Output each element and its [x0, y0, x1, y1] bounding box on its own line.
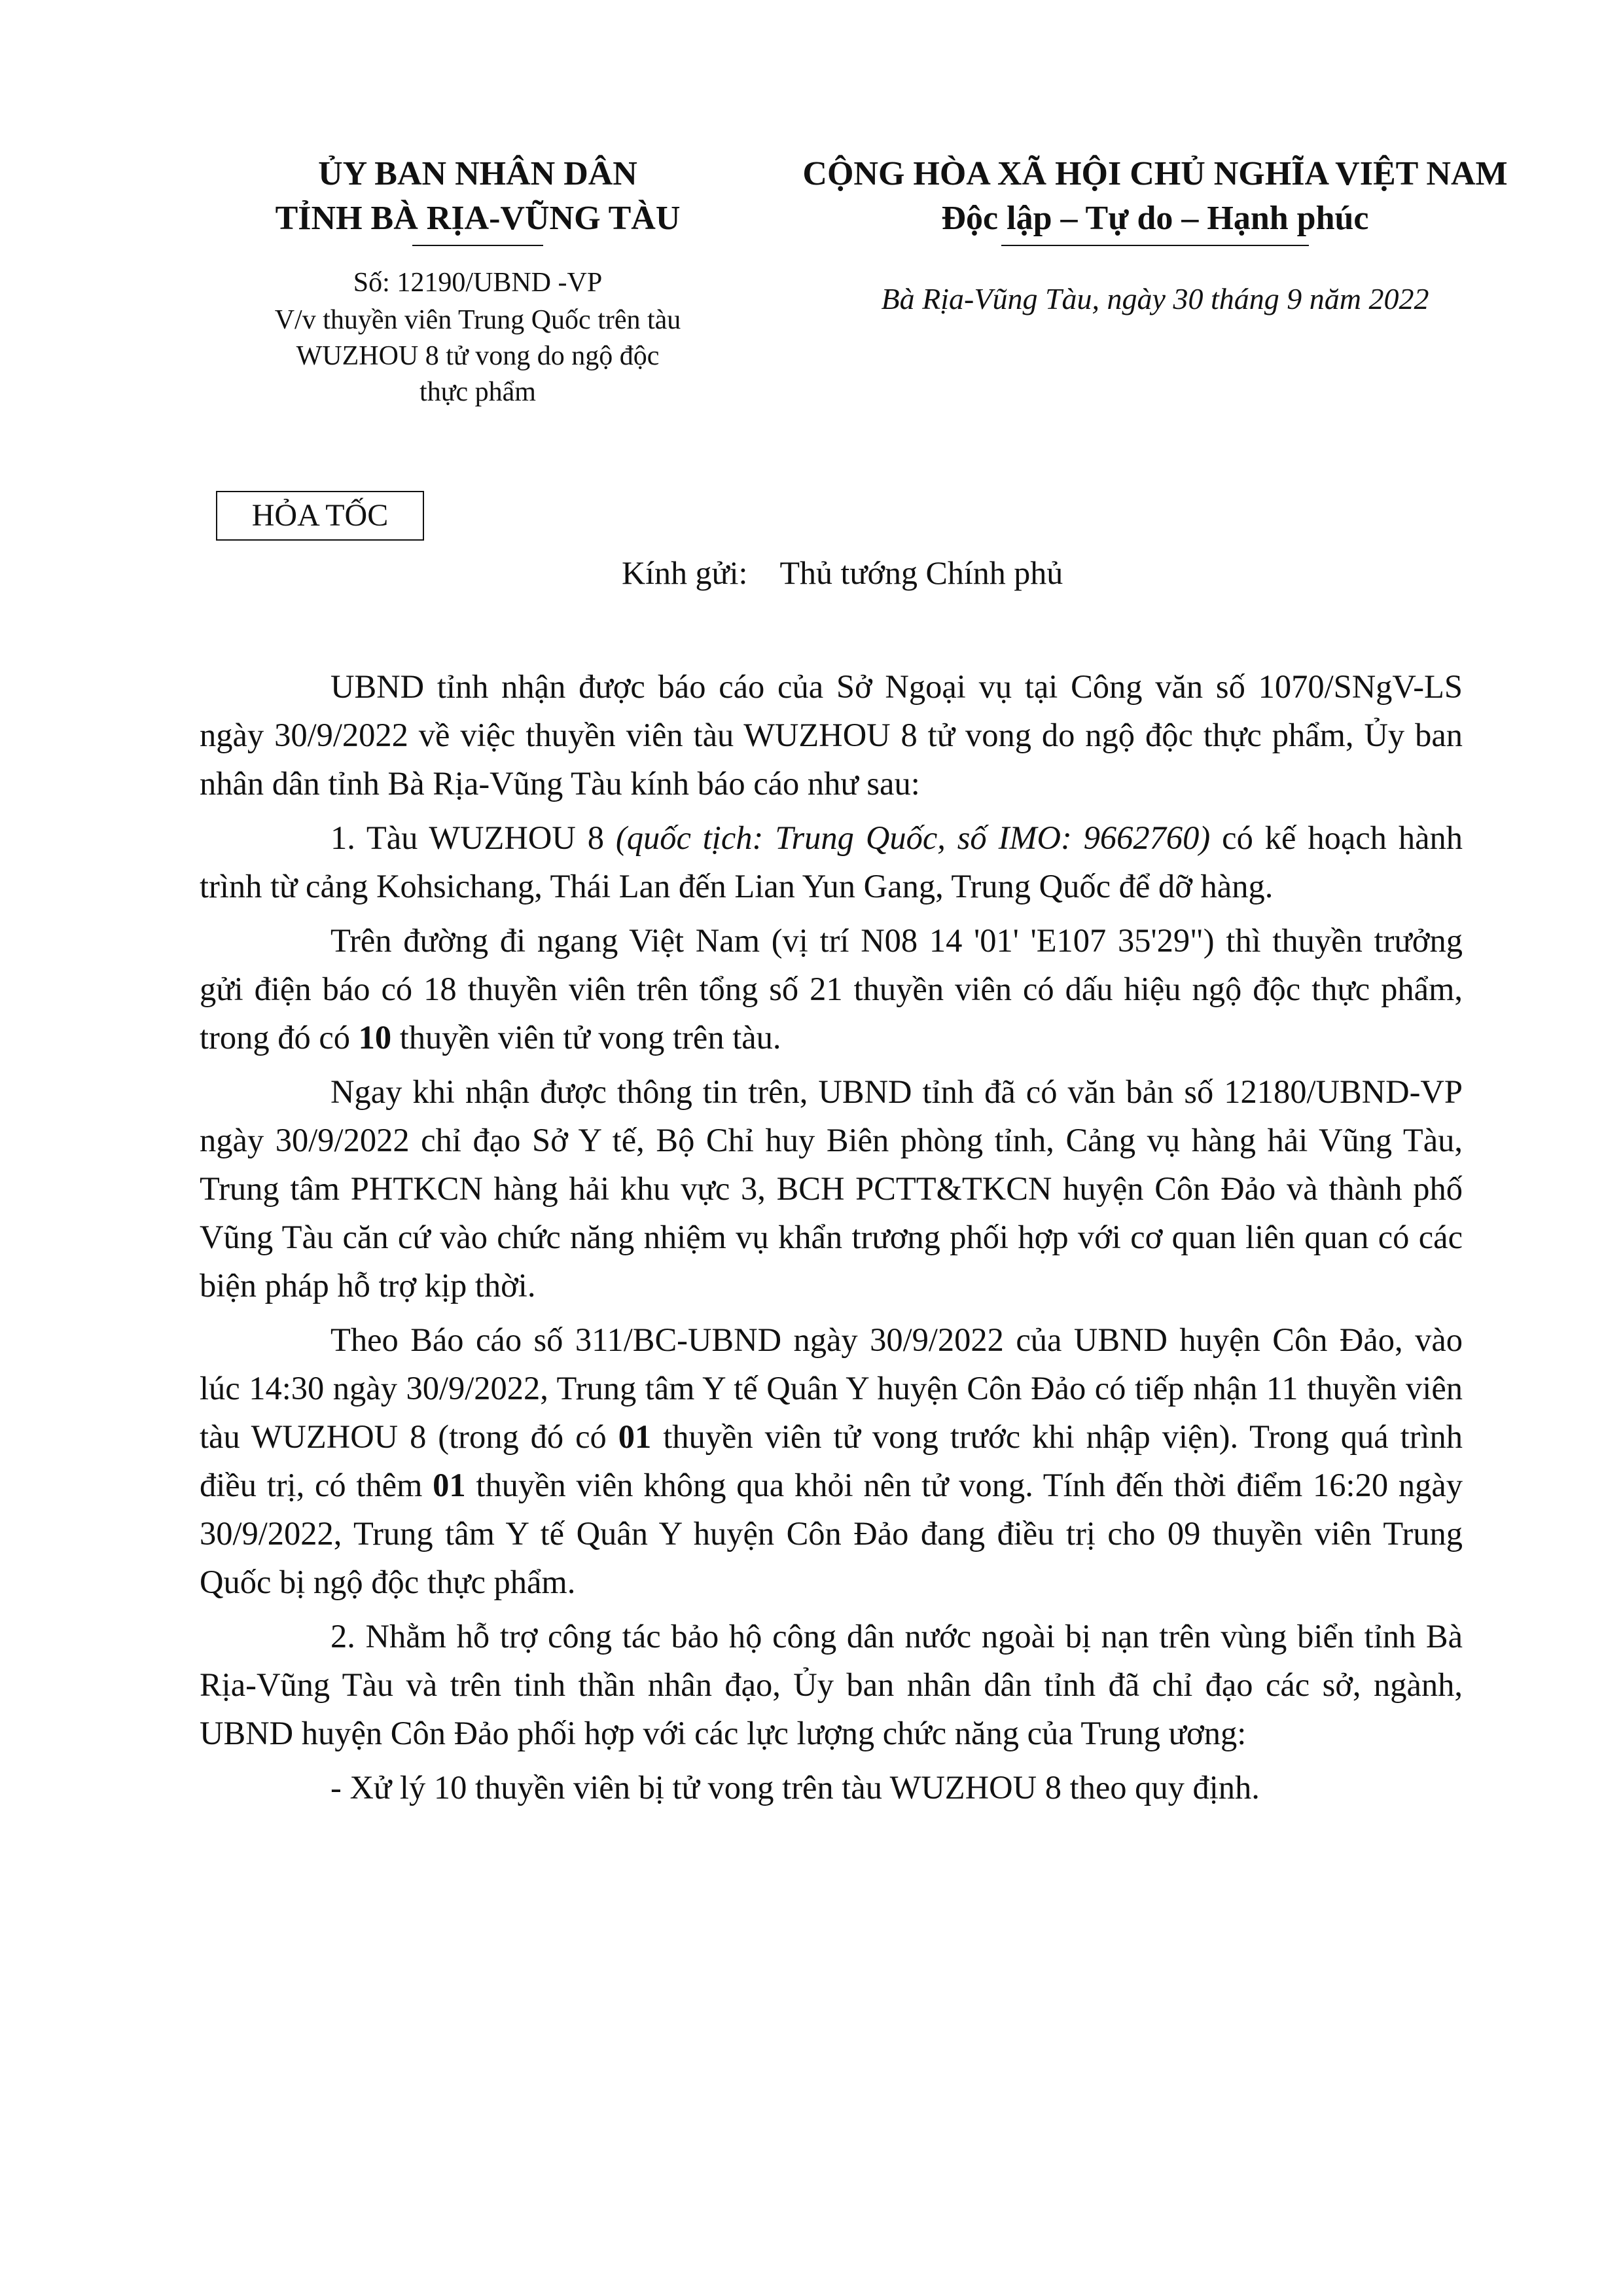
- agency-name-line2: TỈNH BÀ RỊA-VŨNG TÀU: [275, 200, 681, 237]
- subject-line-3: thực phẩm: [419, 377, 536, 407]
- item1-text-b: có kế hoạch hành trình từ cảng Kohsichang, Thái Lan đến Lian Yun Gang, Trung Quốc để dỡ hàng.: [200, 819, 1463, 905]
- paragraph-route: [200, 916, 1463, 1062]
- route-text-a: Trên đường đi ngang Việt Nam (vị trí N08 14 '01' 'E107 35'29") thì thuyền trưởng gửi điện báo có 18 thuyền viên trên tổng số 21 thuyền viên có dấu hiệu ngộ độc thực phẩm, trong đó có: [200, 922, 1463, 1056]
- subject-line-1: V/v thuyền viên Trung Quốc trên tàu: [274, 305, 681, 335]
- paragraph-directive: Ngay khi nhận được thông tin trên, UBND tỉnh đã có văn bản số 12180/UBND-VP ngày 30/9/2022 chỉ đạo Sở Y tế, Bộ Chỉ huy Biên phòng tỉnh, Cảng vụ hàng hải Vũng Tàu, Trung tâm PHTKCN hàng hải khu vực 3, BCH PCTT&TKCN huyện Côn Đảo và thành phố Vũng Tàu căn cứ vào chức năng nhiệm vụ khẩn trương phối hợp với cơ quan liên quan có các biện pháp hỗ trợ kịp thời.: [200, 1073, 1463, 1304]
- report-text-a: Theo Báo cáo số 311/BC-UBND ngày 30/9/2022 của UBND huyện Côn Đảo, vào lúc 14:30 ngày 30/9/2022, Trung tâm Y tế Quân Y huyện Côn Đảo có tiếp nhận 11 thuyền viên tàu WUZHOU 8 (trong đó có: [200, 1321, 1463, 1455]
- agency-name-line1: ỦY BAN NHÂN DÂN: [318, 155, 637, 192]
- paragraph-item-2: 2. Nhằm hỗ trợ công tác bảo hộ công dân nước ngoài bị nạn trên vùng biển tỉnh Bà Rịa-Vũng Tàu và trên tinh thần nhân đạo, Ủy ban nhân dân tỉnh đã chỉ đạo các sở, ngành, UBND huyện Côn Đảo phối hợp với các lực lượng chức năng của Trung ương:: [200, 1618, 1463, 1751]
- item1-text-a: 1. Tàu WUZHOU 8: [330, 819, 616, 856]
- paragraph-intro: UBND tỉnh nhận được báo cáo của Sở Ngoại vụ tại Công văn số 1070/SNgV-LS ngày 30/9/2022 về việc thuyền viên tàu WUZHOU 8 tử vong do ngộ độc thực phẩm, Ủy ban nhân dân tỉnh Bà Rịa-Vũng Tàu kính báo cáo như sau:: [200, 668, 1463, 802]
- recipient-label: Kính gửi:: [622, 554, 748, 591]
- paragraph-bullet-1: - Xử lý 10 thuyền viên bị tử vong trên tàu WUZHOU 8 theo quy định.: [330, 1769, 1260, 1806]
- report-text-c: thuyền viên không qua khỏi nên tử vong. Tính đến thời điểm 16:20 ngày 30/9/2022, Trung tâm Y tế Quân Y huyện Côn Đảo đang điều trị cho 09 thuyền viên Trung Quốc bị ngộ độc thực phẩm.: [200, 1467, 1463, 1600]
- motto: Độc lập – Tự do – Hạnh phúc: [941, 200, 1369, 237]
- route-text-b: thuyền viên tử vong trên tàu.: [391, 1019, 781, 1056]
- motto-underline: [1001, 245, 1309, 246]
- issuing-agency: [200, 152, 756, 246]
- document-number: Số: 12190/UBND -VP: [353, 268, 603, 298]
- nation-title: CỘNG HÒA XÃ HỘI CHỦ NGHĨA VIỆT NAM: [802, 155, 1508, 192]
- report-count-2: 01: [433, 1467, 466, 1503]
- recipient-line: [622, 553, 1063, 592]
- recipient-name: Thủ tướng Chính phủ: [779, 554, 1063, 591]
- subject-line-2: WUZHOU 8 tử vong do ngộ độc: [296, 341, 660, 371]
- national-motto: [772, 152, 1538, 246]
- paragraph-item-1: [200, 814, 1463, 910]
- report-text-b: thuyền viên tử vong trước khi nhập viện). Trong quá trình điều trị, có thêm: [200, 1418, 1463, 1503]
- document-date: Bà Rịa-Vũng Tàu, ngày 30 tháng 9 năm 2022: [881, 282, 1429, 315]
- document-subject: [200, 302, 756, 410]
- report-count-1: 01: [618, 1418, 652, 1455]
- document-body: [200, 662, 1463, 1818]
- paragraph-report: [200, 1316, 1463, 1606]
- urgent-stamp: HỎA TỐC: [216, 491, 424, 541]
- route-death-count: 10: [358, 1019, 392, 1056]
- agency-underline: [412, 245, 543, 246]
- item1-ship-details: (quốc tịch: Trung Quốc, số IMO: 9662760): [615, 819, 1211, 856]
